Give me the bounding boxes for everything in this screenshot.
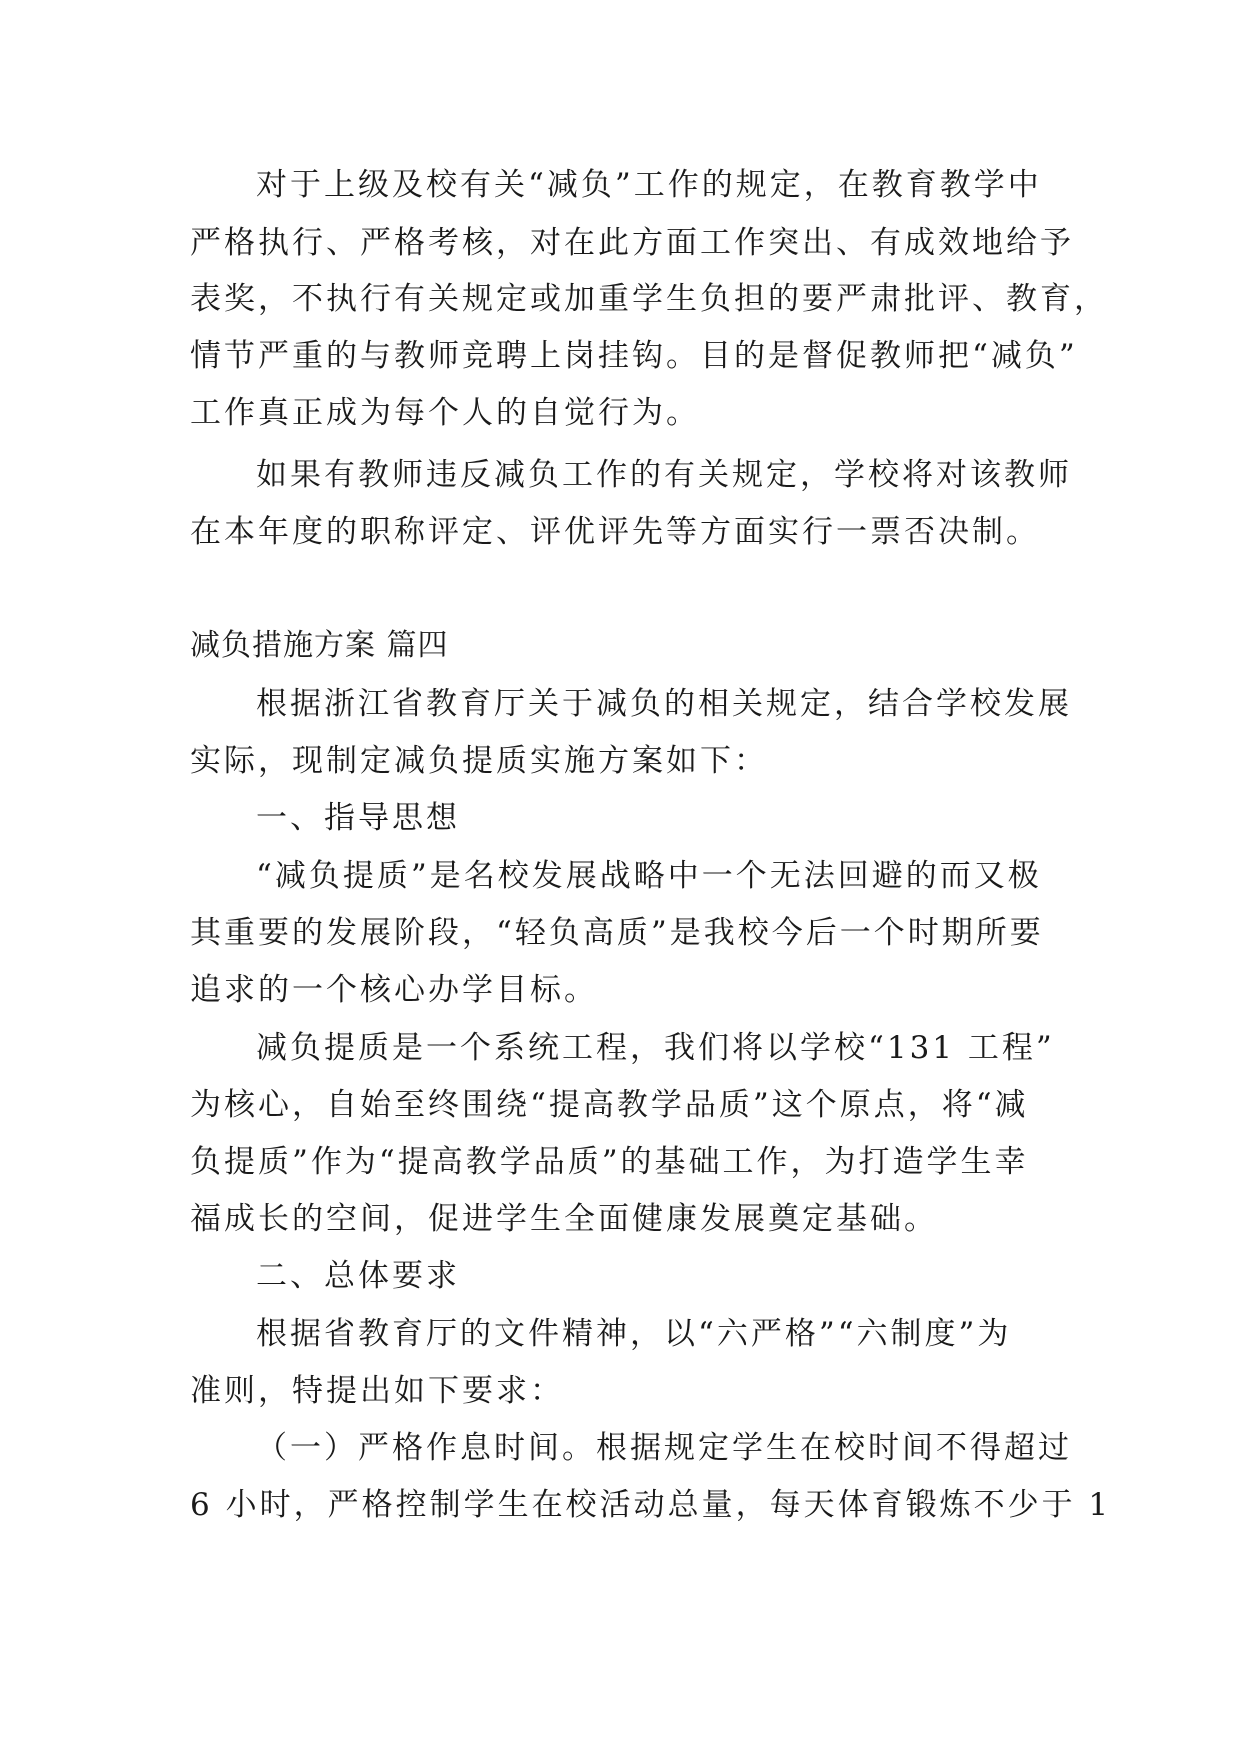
paragraph-line: 追求的一个核心办学目标。 — [190, 972, 598, 1008]
paragraph-line: 福成长的空间，促进学生全面健康发展奠定基础。 — [190, 1201, 938, 1237]
paragraph-line: 根据省教育厅的文件精神，以“六严格”“六制度”为 — [256, 1316, 1012, 1352]
paragraph-line: 表奖，不执行有关规定或加重学生负担的要严肃批评、教育， — [190, 281, 1108, 317]
paragraph-line: 负提质”作为“提高教学品质”的基础工作，为打造学生幸 — [190, 1144, 1029, 1180]
subheading: 二、总体要求 — [256, 1258, 460, 1294]
paragraph-line: 实际，现制定减负提质实施方案如下： — [190, 743, 768, 779]
paragraph-line: 在本年度的职称评定、评优评先等方面实行一票否决制。 — [190, 514, 1040, 550]
paragraph-line: “减负提质”是名校发展战略中一个无法回避的而又极 — [256, 858, 1042, 894]
paragraph-line: 减负提质是一个系统工程，我们将以学校“131 工程” — [256, 1030, 1055, 1066]
paragraph-line: 如果有教师违反减负工作的有关规定，学校将对该教师 — [256, 457, 1072, 493]
subheading: 一、指导思想 — [256, 800, 460, 836]
paragraph-line: 其重要的发展阶段，“轻负高质”是我校今后一个时期所要 — [190, 915, 1044, 951]
paragraph-line: 为核心，自始至终围绕“提高教学品质”这个原点，将“减 — [190, 1087, 1029, 1123]
paragraph-line: 准则，特提出如下要求： — [190, 1373, 564, 1409]
paragraph-line: 严格执行、严格考核，对在此方面工作突出、有成效地给予 — [190, 225, 1074, 261]
paragraph-line: 工作真正成为每个人的自觉行为。 — [190, 395, 700, 431]
paragraph-line: 对于上级及校有关“减负”工作的规定，在教育教学中 — [256, 167, 1042, 203]
paragraph-line: 情节严重的与教师竞聘上岗挂钩。目的是督促教师把“减负” — [190, 338, 1078, 374]
paragraph-line: （一）严格作息时间。根据规定学生在校时间不得超过 — [256, 1430, 1072, 1466]
section-title: 减负措施方案 篇四 — [190, 628, 449, 663]
paragraph-line: 根据浙江省教育厅关于减负的相关规定，结合学校发展 — [256, 686, 1072, 722]
paragraph-line: 6 小时，严格控制学生在校活动总量，每天体育锻炼不少于 1 — [190, 1487, 1112, 1523]
